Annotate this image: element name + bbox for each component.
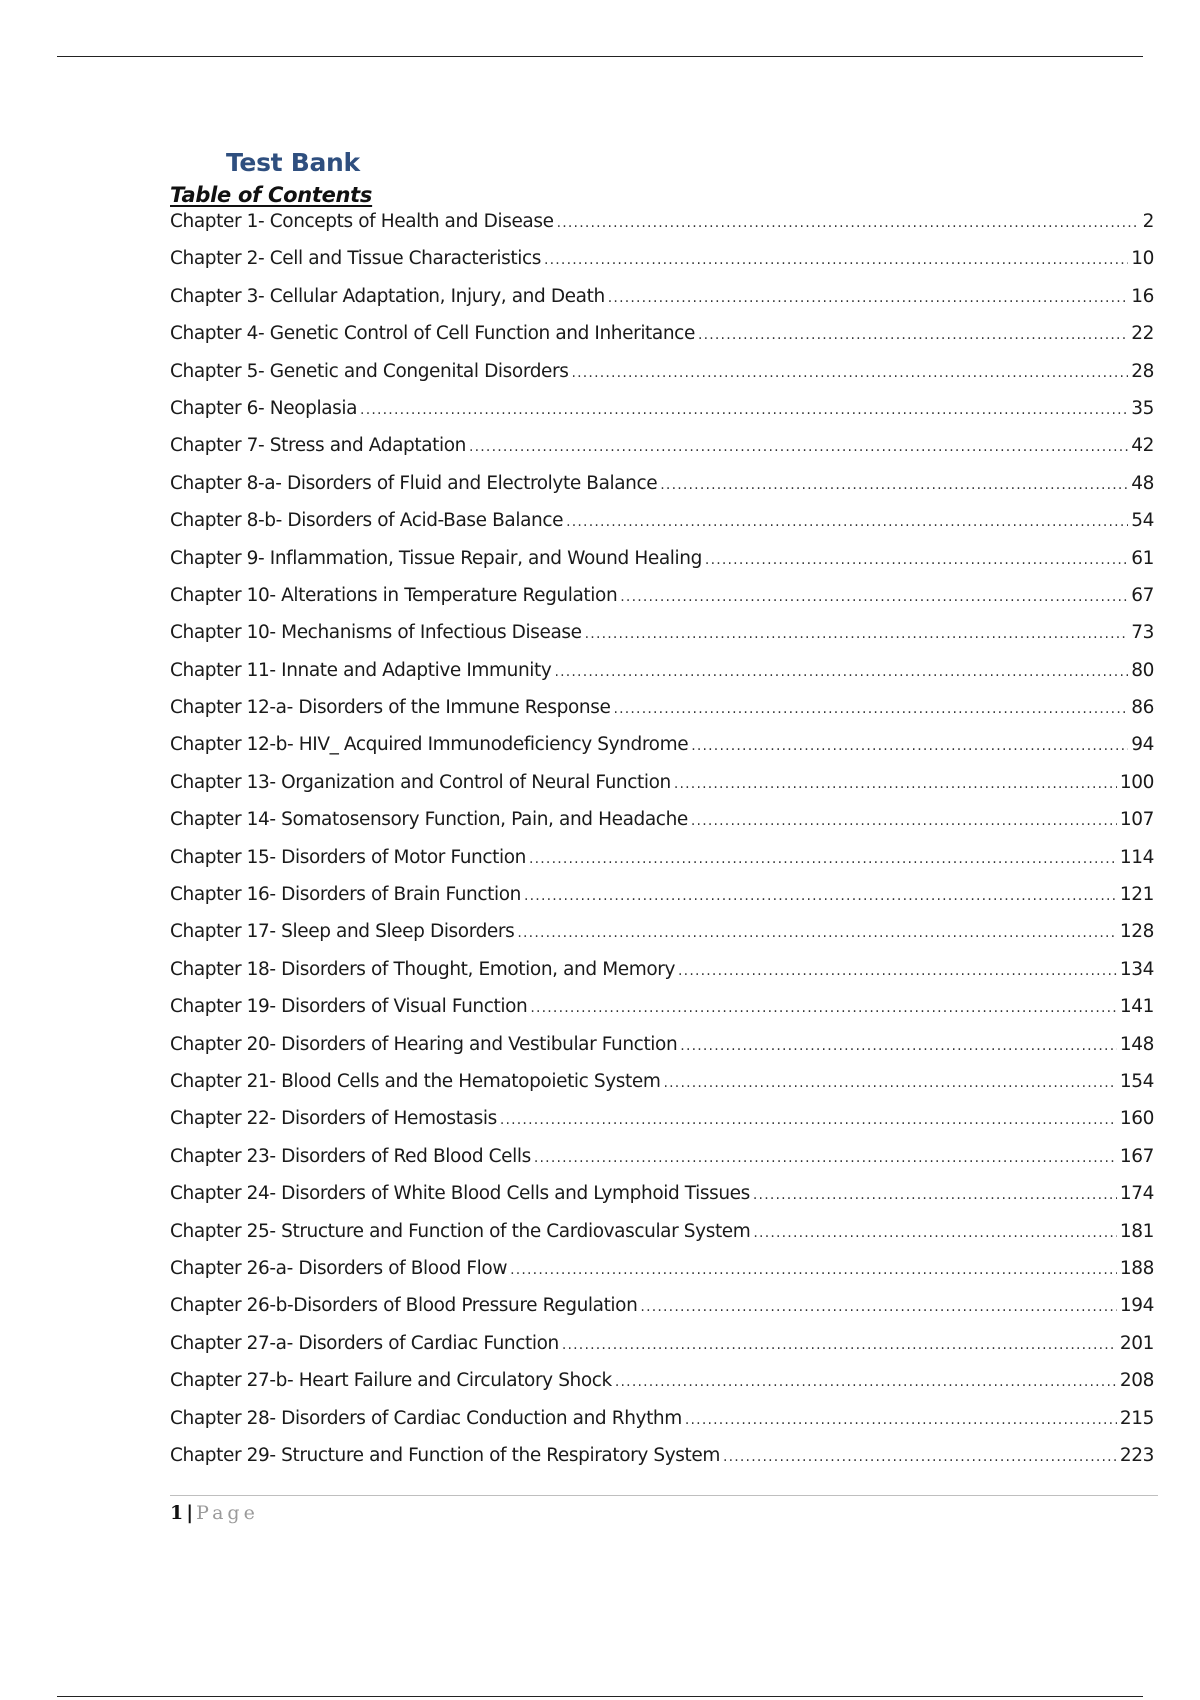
toc-dot-leader	[557, 215, 1140, 231]
toc-entry-title: Chapter 12-b- HIV_ Acquired Immunodeficiency Syndrome	[170, 734, 689, 756]
toc-dot-leader	[660, 477, 1128, 493]
toc-entry-page-number: 208	[1119, 1370, 1154, 1392]
page-bottom-rule	[57, 1696, 1143, 1697]
toc-entry[interactable]	[170, 1408, 1154, 1445]
toc-entry-page-number: 174	[1119, 1183, 1154, 1205]
toc-entry-page-number: 28	[1131, 360, 1154, 382]
header-rule	[57, 56, 1143, 57]
toc-heading: Table of Contents	[170, 183, 373, 207]
toc-dot-leader	[678, 963, 1117, 979]
toc-entry[interactable]	[170, 959, 1154, 996]
toc-entry-title: Chapter 12-a- Disorders of the Immune Response	[170, 697, 611, 719]
toc-entry[interactable]	[170, 1146, 1154, 1183]
toc-entry[interactable]	[170, 1370, 1154, 1407]
toc-entry[interactable]	[170, 361, 1154, 398]
toc-entry-page-number: 215	[1119, 1407, 1154, 1429]
toc-dot-leader	[613, 701, 1128, 717]
toc-entry-title: Chapter 23- Disorders of Red Blood Cells	[170, 1145, 531, 1167]
toc-dot-leader	[571, 365, 1128, 381]
toc-entry-title: Chapter 3- Cellular Adaptation, Injury, and Death	[170, 285, 605, 307]
toc-entry-title: Chapter 26-a- Disorders of Blood Flow	[170, 1257, 508, 1279]
toc-entry-page-number: 100	[1119, 771, 1154, 793]
toc-entry-title: Chapter 19- Disorders of Visual Function	[170, 996, 528, 1018]
toc-dot-leader	[529, 851, 1117, 867]
toc-dot-leader	[685, 1412, 1117, 1428]
toc-entry-title: Chapter 24- Disorders of White Blood Cells and Lymphoid Tissues	[170, 1183, 750, 1205]
toc-entry[interactable]	[170, 772, 1154, 809]
toc-entry-title: Chapter 13- Organization and Control of Neural Function	[170, 771, 671, 793]
toc-entry-page-number: 22	[1131, 323, 1154, 345]
toc-entry[interactable]	[170, 809, 1154, 846]
toc-entry[interactable]	[170, 473, 1154, 510]
toc-entry-title: Chapter 9- Inflammation, Tissue Repair, and Wound Healing	[170, 547, 702, 569]
toc-dot-leader	[566, 514, 1128, 530]
toc-dot-leader	[753, 1225, 1116, 1241]
toc-entry[interactable]	[170, 323, 1154, 360]
toc-entry-page-number: 160	[1119, 1108, 1154, 1130]
toc-entry[interactable]	[170, 847, 1154, 884]
toc-entry-title: Chapter 4- Genetic Control of Cell Function and Inheritance	[170, 323, 695, 345]
toc-entry[interactable]	[170, 1221, 1154, 1258]
toc-entry-page-number: 16	[1131, 285, 1154, 307]
toc-entry[interactable]	[170, 1108, 1154, 1145]
toc-entry[interactable]	[170, 1258, 1154, 1295]
toc-dot-leader	[562, 1337, 1117, 1353]
toc-entry-title: Chapter 29- Structure and Function of the Respiratory System	[170, 1444, 720, 1466]
toc-entry-title: Chapter 28- Disorders of Cardiac Conduction and Rhythm	[170, 1407, 682, 1429]
toc-entry[interactable]	[170, 921, 1154, 958]
toc-entry-page-number: 48	[1131, 472, 1154, 494]
toc-dot-leader	[664, 1075, 1117, 1091]
toc-entry-title: Chapter 18- Disorders of Thought, Emotion, and Memory	[170, 958, 676, 980]
toc-entry[interactable]	[170, 884, 1154, 921]
toc-entry[interactable]	[170, 398, 1154, 435]
toc-entry-title: Chapter 26-b-Disorders of Blood Pressure Regulation	[170, 1295, 638, 1317]
toc-entry-page-number: 80	[1131, 659, 1154, 681]
footer-separator: |	[186, 1502, 194, 1524]
toc-entry-title: Chapter 14- Somatosensory Function, Pain, and Headache	[170, 809, 688, 831]
toc-entry-page-number: 223	[1119, 1444, 1154, 1466]
toc-entry-title: Chapter 17- Sleep and Sleep Disorders	[170, 921, 515, 943]
toc-entry-page-number: 141	[1119, 996, 1154, 1018]
toc-entry-page-number: 114	[1119, 846, 1154, 868]
toc-entry-page-number: 188	[1119, 1257, 1154, 1279]
toc-entry[interactable]	[170, 1183, 1154, 1220]
toc-entry-title: Chapter 25- Structure and Function of the Cardiovascular System	[170, 1220, 751, 1242]
toc-entry-title: Chapter 16- Disorders of Brain Function	[170, 884, 521, 906]
toc-dot-leader	[674, 776, 1117, 792]
toc-entry-title: Chapter 8-b- Disorders of Acid-Base Balance	[170, 510, 564, 532]
toc-entry-page-number: 201	[1119, 1332, 1154, 1354]
toc-entry-title: Chapter 8-a- Disorders of Fluid and Electrolyte Balance	[170, 472, 658, 494]
toc-dot-leader	[615, 1374, 1117, 1390]
toc-entry[interactable]	[170, 510, 1154, 547]
toc-entry[interactable]	[170, 697, 1154, 734]
toc-entry-page-number: 42	[1131, 435, 1154, 457]
toc-entry-page-number: 61	[1131, 547, 1154, 569]
toc-dot-leader	[705, 552, 1128, 568]
toc-entry-page-number: 154	[1119, 1070, 1154, 1092]
toc-entry-title: Chapter 20- Disorders of Hearing and Vestibular Function	[170, 1033, 678, 1055]
toc-entry[interactable]	[170, 435, 1154, 472]
toc-entry-title: Chapter 5- Genetic and Congenital Disorders	[170, 360, 569, 382]
toc-entry-page-number: 54	[1131, 510, 1154, 532]
toc-entry-title: Chapter 15- Disorders of Motor Function	[170, 846, 526, 868]
toc-dot-leader	[585, 626, 1129, 642]
toc-entry-title: Chapter 27-b- Heart Failure and Circulatory Shock	[170, 1370, 612, 1392]
toc-entry[interactable]	[170, 211, 1154, 248]
toc-dot-leader	[510, 1262, 1117, 1278]
toc-dot-leader	[360, 402, 1128, 418]
footer-page-label: Page	[196, 1502, 259, 1524]
toc-entry[interactable]	[170, 660, 1154, 697]
toc-entry-title: Chapter 22- Disorders of Hemostasis	[170, 1108, 497, 1130]
toc-dot-leader	[544, 252, 1128, 268]
toc-entry-title: Chapter 7- Stress and Adaptation	[170, 435, 466, 457]
toc-entry[interactable]	[170, 286, 1154, 323]
toc-entry-page-number: 148	[1119, 1033, 1154, 1055]
toc-entry-title: Chapter 6- Neoplasia	[170, 397, 358, 419]
toc-entry-page-number: 194	[1119, 1295, 1154, 1317]
toc-entry-page-number: 134	[1119, 958, 1154, 980]
toc-dot-leader	[534, 1150, 1117, 1166]
toc-entry-title: Chapter 11- Innate and Adaptive Immunity	[170, 659, 552, 681]
toc-entry-page-number: 10	[1131, 248, 1154, 270]
toc-entry-page-number: 86	[1131, 697, 1154, 719]
toc-entry-title: Chapter 1- Concepts of Health and Disease	[170, 211, 554, 232]
toc-entry[interactable]	[170, 734, 1154, 771]
toc-entry-page-number: 107	[1119, 809, 1154, 831]
toc-entry[interactable]	[170, 1071, 1154, 1108]
toc-entry[interactable]	[170, 1333, 1154, 1370]
toc-dot-leader	[500, 1112, 1117, 1128]
toc-entry[interactable]	[170, 1034, 1154, 1071]
toc-dot-leader	[517, 925, 1117, 941]
toc-entry[interactable]	[170, 996, 1154, 1033]
toc-dot-leader	[680, 1038, 1117, 1054]
toc-entry-page-number: 35	[1131, 397, 1154, 419]
footer-page-number: 1	[170, 1502, 184, 1524]
toc-entry-title: Chapter 10- Mechanisms of Infectious Disease	[170, 622, 582, 644]
toc-dot-leader	[524, 888, 1117, 904]
toc-dot-leader	[608, 290, 1128, 306]
toc-dot-leader	[530, 1000, 1117, 1016]
table-of-contents	[170, 211, 1154, 1482]
toc-dot-leader	[691, 813, 1117, 829]
toc-entry-page-number: 121	[1119, 884, 1154, 906]
toc-entry-title: Chapter 27-a- Disorders of Cardiac Function	[170, 1332, 559, 1354]
toc-dot-leader	[698, 327, 1128, 343]
toc-entry-page-number: 73	[1131, 622, 1154, 644]
toc-entry[interactable]	[170, 548, 1154, 585]
toc-entry-page-number: 2	[1142, 211, 1154, 232]
toc-entry[interactable]	[170, 585, 1154, 622]
toc-entry-title: Chapter 10- Alterations in Temperature Regulation	[170, 584, 618, 606]
toc-dot-leader	[640, 1299, 1116, 1315]
toc-entry-title: Chapter 21- Blood Cells and the Hematopoietic System	[170, 1070, 661, 1092]
toc-dot-leader	[620, 589, 1128, 605]
toc-dot-leader	[753, 1187, 1117, 1203]
page-footer	[170, 1502, 259, 1524]
footer-rule	[170, 1495, 1158, 1496]
document-title: Test Bank	[226, 148, 360, 177]
toc-entry[interactable]	[170, 1445, 1154, 1482]
toc-entry[interactable]	[170, 248, 1154, 285]
toc-dot-leader	[469, 439, 1128, 455]
toc-dot-leader	[723, 1449, 1117, 1465]
toc-entry-page-number: 94	[1131, 734, 1154, 756]
toc-dot-leader	[554, 664, 1128, 680]
toc-entry-page-number: 181	[1119, 1220, 1154, 1242]
toc-entry[interactable]	[170, 622, 1154, 659]
toc-dot-leader	[691, 738, 1128, 754]
toc-entry-title: Chapter 2- Cell and Tissue Characteristics	[170, 248, 541, 270]
toc-entry-page-number: 67	[1131, 584, 1154, 606]
toc-entry[interactable]	[170, 1295, 1154, 1332]
toc-entry-page-number: 167	[1119, 1145, 1154, 1167]
toc-entry-page-number: 128	[1119, 921, 1154, 943]
